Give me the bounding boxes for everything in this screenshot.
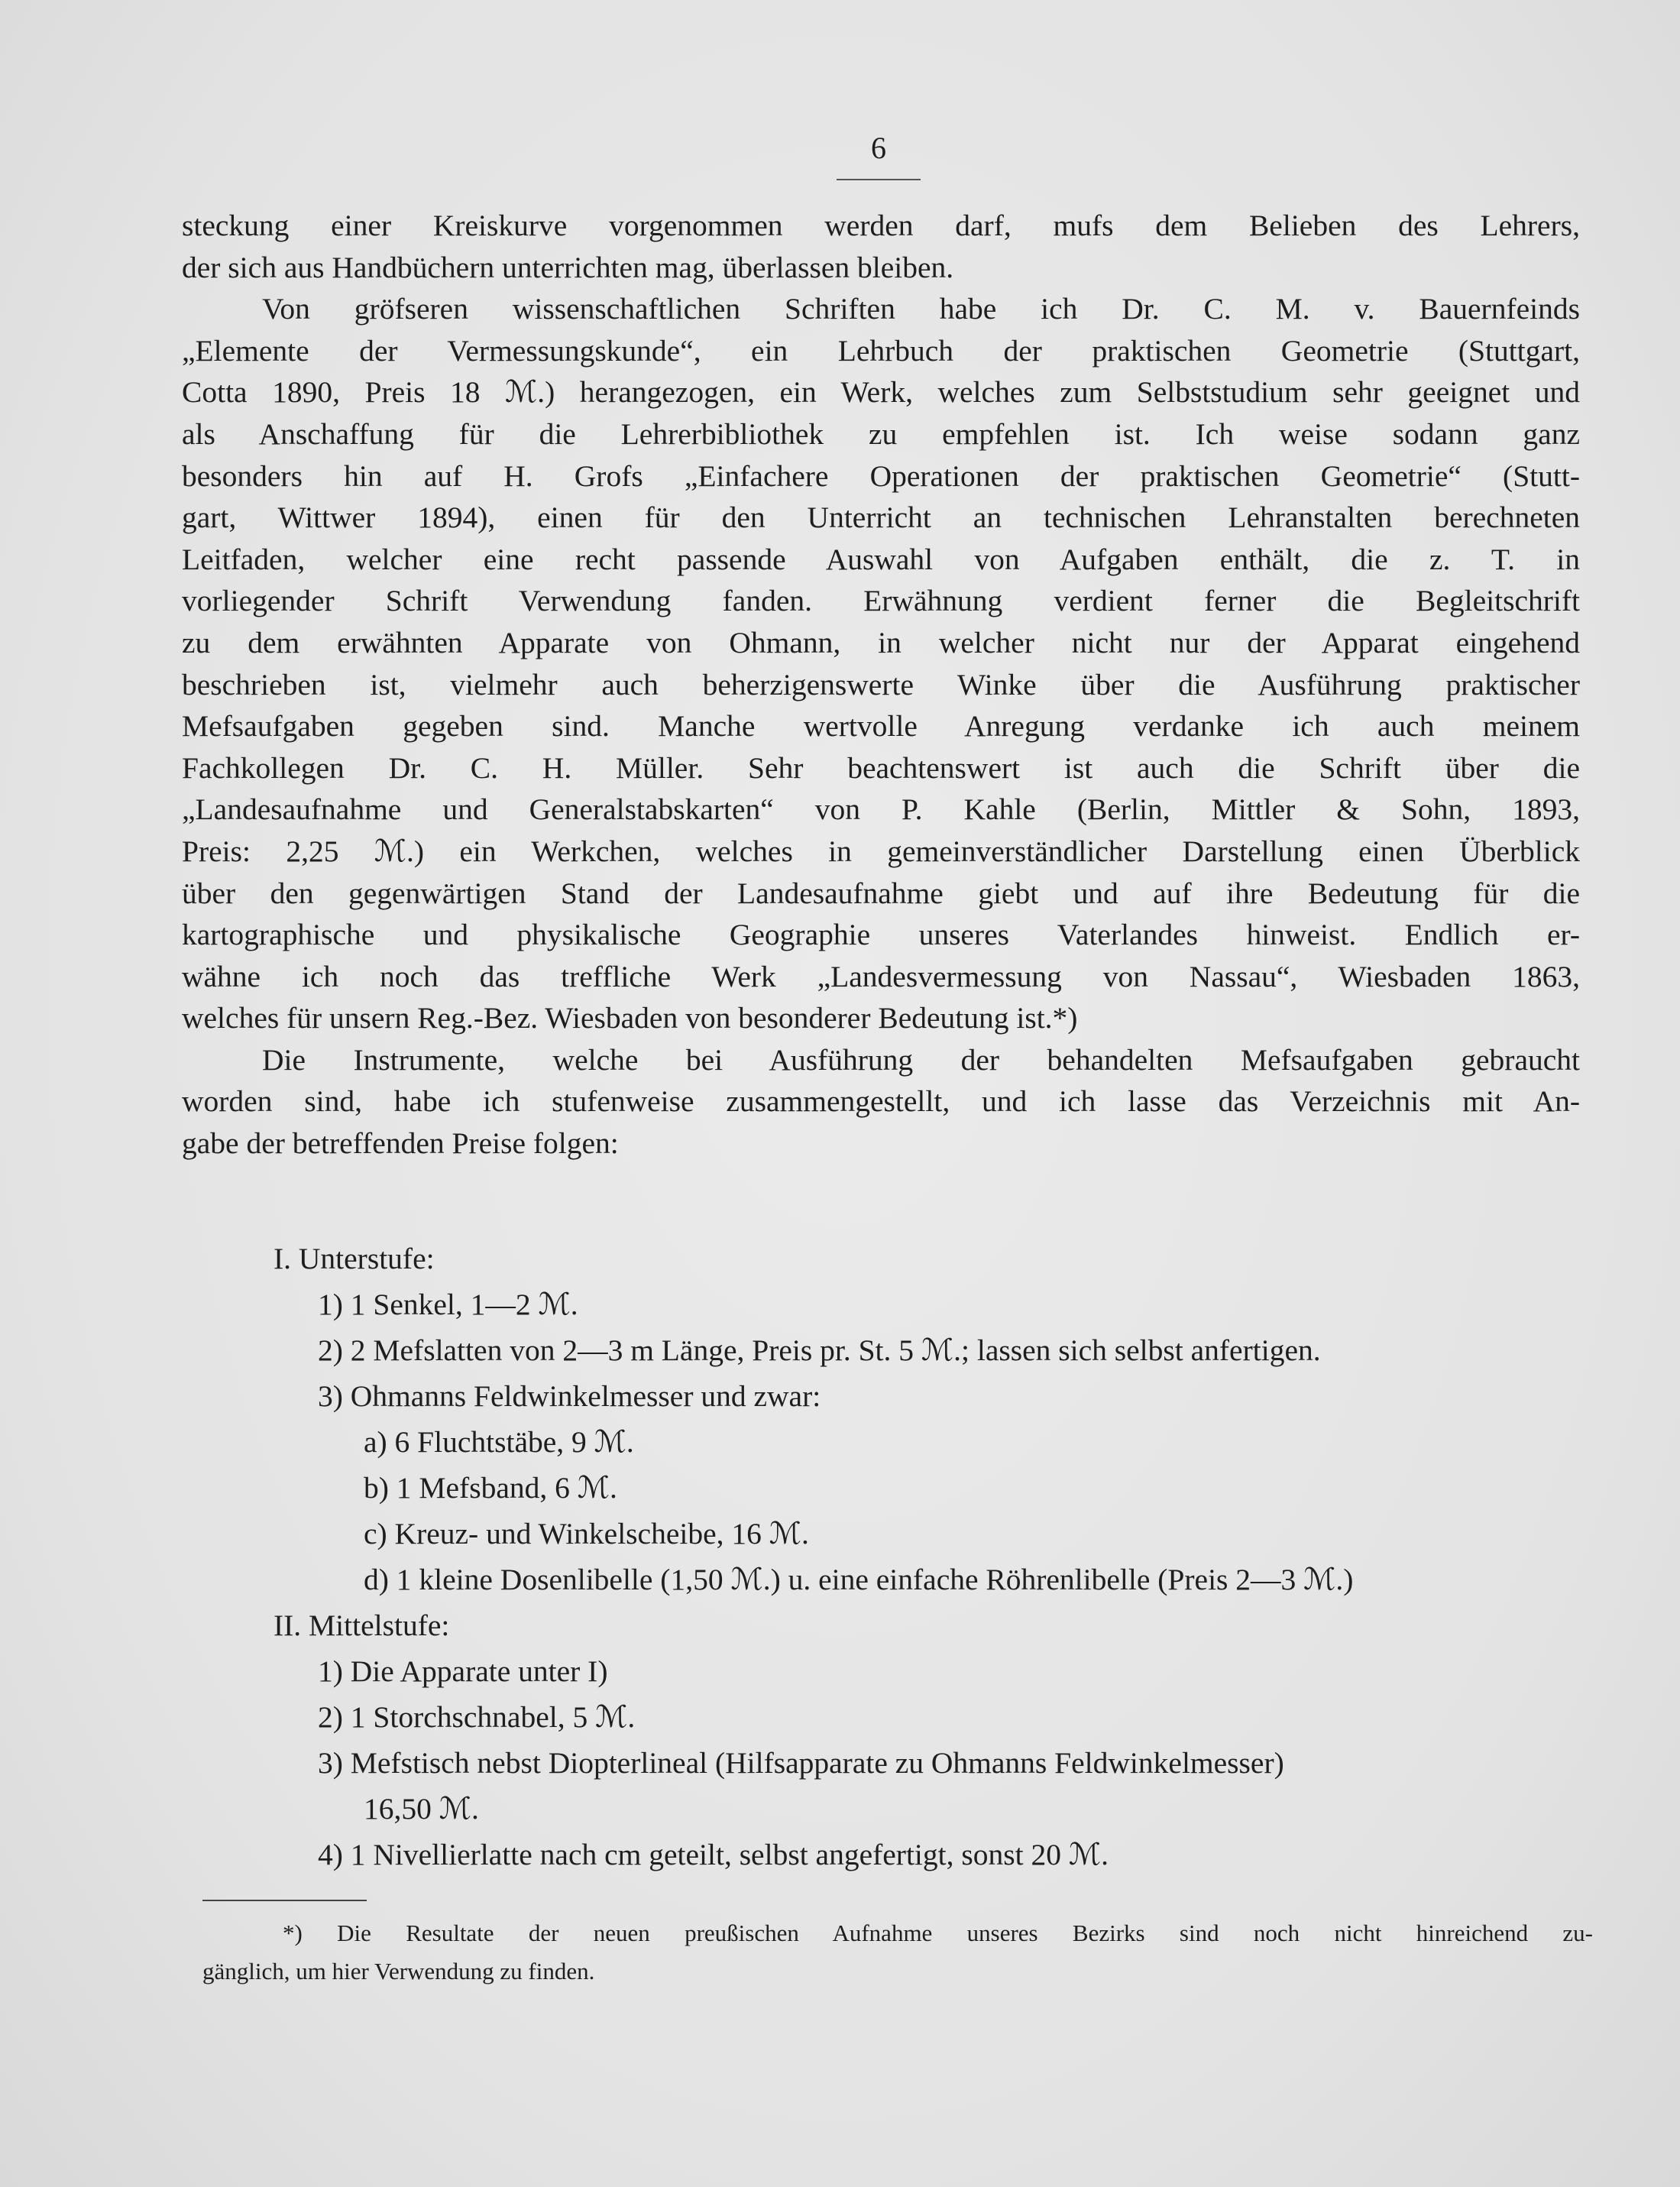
text-line: über den gegenwärtigen Stand der Landesaufnahme giebt und auf ihre Bedeutung für die (182, 876, 1580, 910)
text-line: Fachkollegen Dr. C. H. Müller. Sehr beachtenswert ist auch die Schrift über die (182, 750, 1580, 785)
text-line: beschrieben ist, vielmehr auch beherzigenswerte Winke über die Ausführung praktischer (182, 667, 1580, 701)
list-item: 3) Mefstisch nebst Diopterlineal (Hilfsapparate zu Ohmanns Feldwinkelmesser) (318, 1746, 1284, 1780)
list-item-continuation: 16,50 ℳ. (364, 1792, 479, 1826)
list-item: 4) 1 Nivellierlatte nach cm geteilt, selbst angefertigt, sonst 20 ℳ. (318, 1838, 1109, 1871)
text-line: „Landesaufnahme und Generalstabskarten“ von P. Kahle (Berlin, Mittler & Sohn, 1893, (182, 792, 1580, 827)
text-line: vorliegender Schrift Verwendung fanden. Erwähnung verdient ferner die Begleitschrift (182, 584, 1580, 618)
page-number: 6 (871, 131, 886, 165)
text-line: Mefsaufgaben gegeben sind. Manche wertvolle Anregung verdanke ich auch meinem (182, 709, 1580, 744)
text-line: besonders hin auf H. Grofs „Einfachere Operationen der praktischen Geometrie“ (Stutt- (182, 458, 1580, 493)
list-item: 3) Ohmanns Feldwinkelmesser und zwar: (318, 1379, 821, 1413)
text-line: zu dem erwähnten Apparate von Ohmann, in welcher nicht nur der Apparat eingehend (182, 625, 1580, 659)
text-line: Preis: 2,25 ℳ.) ein Werkchen, welches in gemeinverständlicher Darstellung einen Überblick (182, 834, 1580, 868)
text-line: Die Instrumente, welche bei Ausführung der behandelten Mefsaufgaben gebraucht (262, 1042, 1580, 1077)
text-line: worden sind, habe ich stufenweise zusammengestellt, und ich lasse das Verzeichnis mit An- (182, 1084, 1580, 1119)
text-line: „Elemente der Vermessungskunde“, ein Lehrbuch der praktischen Geometrie (Stuttgart, (182, 333, 1580, 368)
footnote-line: gänglich, um hier Verwendung zu finden. (202, 1958, 595, 1985)
footnote-line: *) Die Resultate der neuen preußischen Aufnahme unseres Bezirks sind noch nicht hinreichend zu- (283, 1920, 1593, 1946)
instrument-lists (182, 1238, 1603, 1880)
text-line: Von gröfseren wissenschaftlichen Schriften habe ich Dr. C. M. v. Bauernfeinds (262, 292, 1580, 326)
list-subitem: b) 1 Mefsband, 6 ℳ. (364, 1471, 617, 1505)
list-item: 1) 1 Senkel, 1—2 ℳ. (318, 1288, 578, 1321)
header-rule (837, 179, 921, 180)
text-line: welches für unsern Reg.-Bez. Wiesbaden von besonderer Bedeutung ist.*) (182, 1001, 1078, 1035)
list-subitem: d) 1 kleine Dosenlibelle (1,50 ℳ.) u. eine einfache Röhrenlibelle (Preis 2—3 ℳ.) (364, 1563, 1354, 1596)
list-item: 2) 2 Mefslatten von 2—3 m Länge, Preis pr. St. 5 ℳ.; lassen sich selbst anfertigen. (318, 1333, 1321, 1367)
footnote (202, 1914, 1593, 1991)
text-line: Leitfaden, welcher eine recht passende Auswahl von Aufgaben enthält, die z. T. in (182, 542, 1580, 576)
list-subitem: c) Kreuz- und Winkelscheibe, 16 ℳ. (364, 1517, 809, 1550)
footnote-rule (202, 1900, 367, 1901)
body-text (182, 205, 1580, 1165)
list-subitem: a) 6 Fluchtstäbe, 9 ℳ. (364, 1425, 634, 1459)
text-line: gart, Wittwer 1894), einen für den Unterricht an technischen Lehranstalten berechneten (182, 501, 1580, 535)
list-item: 2) 1 Storchschnabel, 5 ℳ. (318, 1700, 636, 1734)
list-heading-mittelstufe: II. Mittelstufe: (274, 1609, 450, 1642)
text-line: steckung einer Kreiskurve vorgenommen werden darf, mufs dem Belieben des Lehrers, (182, 209, 1580, 242)
text-line: als Anschaffung für die Lehrerbibliothek zu empfehlen ist. Ich weise sodann ganz (182, 416, 1580, 451)
text-line: der sich aus Handbüchern unterrichten mag, überlassen bleiben. (182, 250, 954, 284)
text-line: kartographische und physikalische Geographie unseres Vaterlandes hinweist. Endlich er- (182, 918, 1580, 952)
text-line: wähne ich noch das treffliche Werk „Landesvermessung von Nassau“, Wiesbaden 1863, (182, 959, 1580, 993)
list-heading-unterstufe: I. Unterstufe: (274, 1242, 435, 1275)
list-item: 1) Die Apparate unter I) (318, 1654, 608, 1688)
text-line: gabe der betreffenden Preise folgen: (182, 1126, 619, 1161)
text-line: Cotta 1890, Preis 18 ℳ.) herangezogen, ein Werk, welches zum Selbststudium sehr geeignet und (182, 375, 1580, 410)
